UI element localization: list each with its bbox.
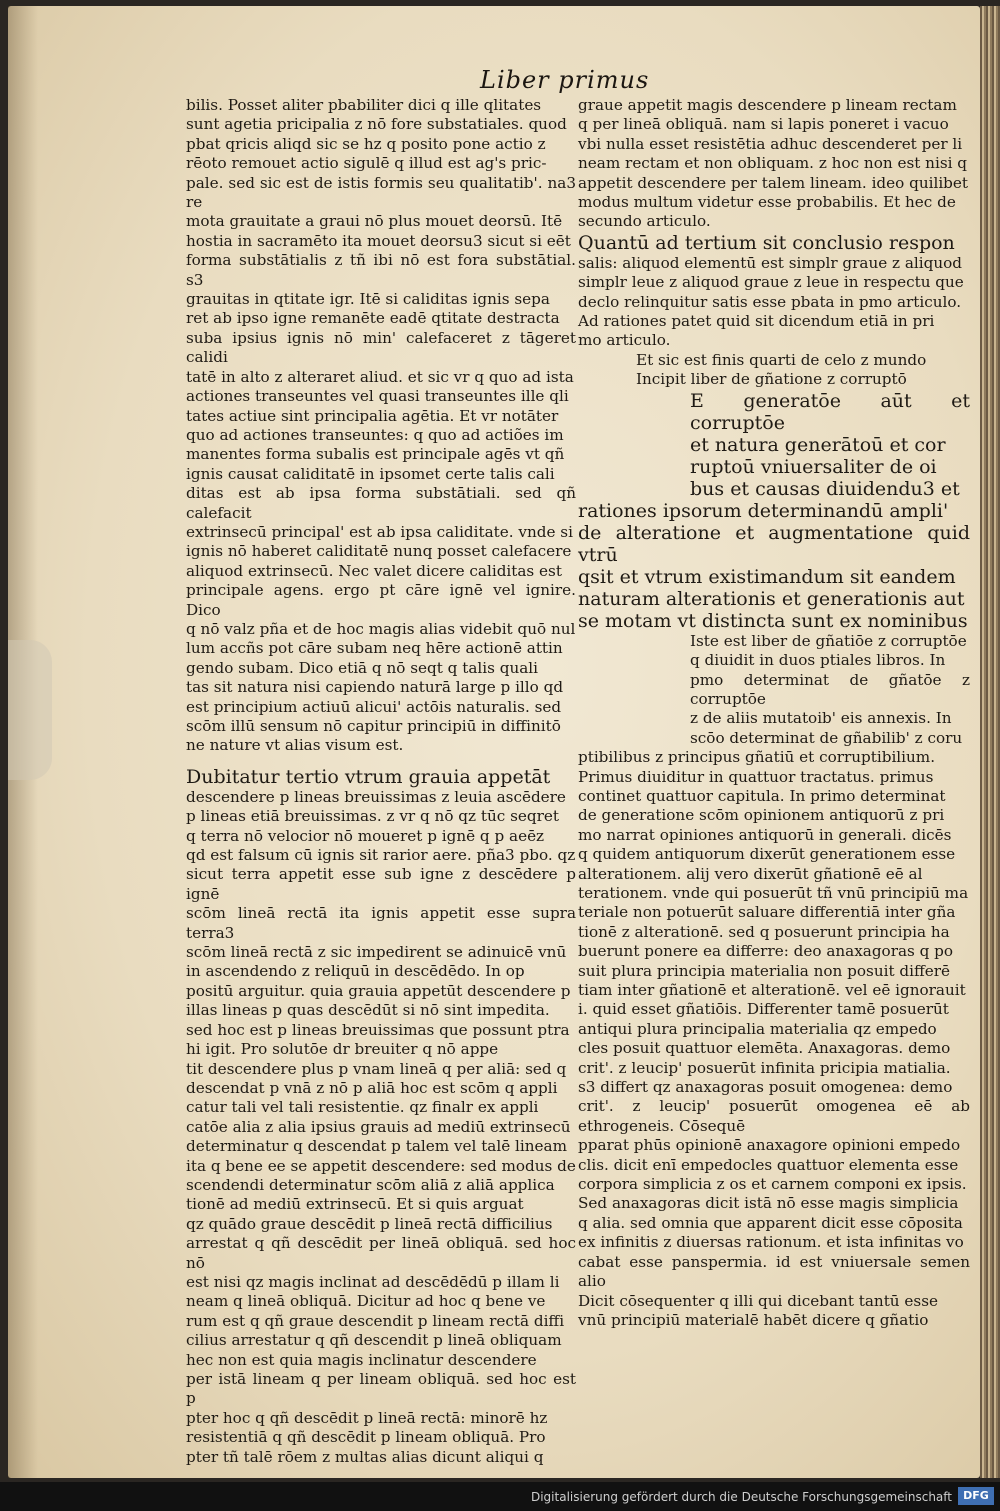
text-line: ignis causat caliditatē in ipsomet certe talis cali xyxy=(186,464,555,483)
text-line: rum est q qñ graue descendit p lineam rectā diffi xyxy=(186,1311,565,1330)
text-line: de generatione scōm opinionem antiquorū z pri xyxy=(578,806,945,825)
text-line: pter hoc q qñ descēdit p lineā rectā: minorē hz xyxy=(186,1408,548,1427)
summary-line: scōo determinat de gñabilib' z coru xyxy=(690,728,963,747)
text-line: vnū principiū materialē habēt dicere q gñatio xyxy=(578,1310,929,1329)
text-line: lum accñs pot cāre subam neq hēre actionē attin xyxy=(186,639,563,658)
text-line: scōm illū sensum nō capitur principiū in diffinitō xyxy=(186,717,561,735)
text-line: forma substātialis z tñ ibi nō est fora substātial. s3 xyxy=(186,251,576,289)
text-line: sicut terra appetit esse sub igne z descēdere p ignē xyxy=(186,865,576,903)
text-line: ne nature vt alias visum est. xyxy=(186,736,404,755)
text-line: scendendi determinatur scōm aliā z aliā applica xyxy=(186,1175,555,1194)
text-line: ditas est ab ipsa forma substātiali. sed qñ calefacit xyxy=(186,484,576,522)
text-line: tionē ad mediū extrinsecū. Et si quis arguat xyxy=(186,1195,524,1214)
text-line: pparat phūs opinionē anaxagore opinioni empedo xyxy=(578,1136,961,1155)
text-line: aliquod extrinsecū. Nec valet dicere caliditas est xyxy=(186,561,562,580)
text-line: teriale non potuerūt saluare differentiā inter gña xyxy=(578,903,956,922)
text-line: principale agens. ergo pt cāre ignē vel ignire. Dico xyxy=(186,581,576,619)
text-line: antiqui plura principalia materialia qz empedo xyxy=(578,1019,937,1038)
text-line: modus multum videtur esse probabilis. Et hec de xyxy=(578,193,956,212)
text-line: simplr leue z aliquod graue z leue in respectu que xyxy=(578,273,964,292)
text-line: tatē in alto z alteraret aliud. et sic vr q quo ad ista xyxy=(186,367,574,386)
text-line: appetit descendere per talem lineam. ideo quilibet xyxy=(578,173,968,192)
right-column xyxy=(578,96,970,1330)
text-line: determinatur q descendat p talem vel talē lineam xyxy=(186,1137,567,1156)
left-column-lines xyxy=(186,96,576,1467)
text-line: graue appetit magis descendere p lineam rectam xyxy=(578,96,957,114)
text-line: tiam inter gñationē et alterationē. vel eē ignorauit xyxy=(578,981,966,999)
text-line: Dubitatur tertio vtrum grauia appetāt xyxy=(186,765,551,788)
opening-full-lines xyxy=(578,500,970,632)
text-line: tit descendere plus p vnam lineā q per aliā: sed q xyxy=(186,1059,567,1078)
text-line: ret ab ipso igne remanēte eadē qtitate destracta xyxy=(186,309,560,328)
text-line: q quidem antiquorum dixerūt generationem esse xyxy=(578,845,956,864)
text-line: i. quid esset gñatiōis. Differenter tamē posuerūt xyxy=(578,1000,949,1019)
text-line: vbi nulla esset resistētia adhuc descenderet per li xyxy=(578,134,963,153)
text-line: secundo articulo. xyxy=(578,212,711,231)
opening-line: rationes ipsorum determinandū ampli' xyxy=(578,499,949,522)
summary-line: z de aliis mutatoib' eis annexis. In xyxy=(690,709,952,728)
text-line: catur tali vel tali resistentie. qz finalr ex appli xyxy=(186,1098,539,1117)
text-line: crit'. z leucip' posuerūt infinita pricipia matialia. xyxy=(578,1058,951,1077)
text-line: ex infinitis z diuersas rationum. et ista infinitas vo xyxy=(578,1233,964,1252)
opening-initial-lines xyxy=(578,390,970,500)
text-line: tas sit natura nisi capiendo naturā large p illo qd xyxy=(186,678,564,697)
text-line: declo relinquitur satis esse pbata in pmo articulo. xyxy=(578,292,962,311)
running-head: Liber primus xyxy=(480,66,650,94)
text-line: est principium actiuū alicui' actōis naturalis. sed xyxy=(186,697,562,716)
dfg-logo: DFG xyxy=(958,1487,994,1505)
opening-line: de alteratione et augmentatione quid vtrū xyxy=(578,521,970,566)
text-line: est nisi qz magis inclinat ad descēdēdū p illam li xyxy=(186,1272,560,1291)
text-line: ita q bene ee se appetit descendere: sed modus de xyxy=(186,1156,576,1175)
text-line: actiones transeuntes vel quasi transeuntes ille qli xyxy=(186,387,569,406)
text-line: qz quādo graue descēdit p lineā rectā difficilius xyxy=(186,1214,553,1233)
text-line: catōe alia z alia ipsius grauis ad mediū extrinsecū xyxy=(186,1117,571,1136)
text-line: hi igit. Pro solutōe dr breuiter q nō appe xyxy=(186,1040,499,1059)
text-line: pale. sed sic est de istis formis seu qualitatib'. na3 re xyxy=(186,173,576,212)
text-line: alterationem. alij vero dixerūt gñationē eē al xyxy=(578,864,923,883)
text-line: in ascendendo z reliquū in descēdēdo. In op xyxy=(186,962,525,981)
text-line: qd est falsum cū ignis sit rarior aere. pña3 pbo. qz xyxy=(186,846,576,865)
text-line: grauitas in qtitate igr. Itē si caliditas ignis sepa xyxy=(186,290,550,309)
text-line: mo narrat opiniones antiquorū in generali. dicēs xyxy=(578,825,952,844)
text-line: tionē z alterationē. sed q posuerunt principia ha xyxy=(578,922,950,941)
text-line: descendat p vnā z nō p aliā hoc est scōm q appli xyxy=(186,1078,558,1097)
text-line: scōm lineā rectā z sic impedirent se adinuicē vnū xyxy=(186,943,567,962)
text-line: corpora simplicia z os et carnem componi ex ipsis. xyxy=(578,1175,967,1194)
text-line: q terra nō velocior nō moueret p ignē q p aeēz xyxy=(186,826,545,845)
text-line: clis. dicit enī empedocles quattuor elementa esse xyxy=(578,1155,959,1174)
summary-line: pmo determinat de gñatōe z corruptōe xyxy=(690,670,970,708)
text-line: resistentiā q qñ descēdit p lineam obliquā. Pro xyxy=(186,1428,546,1447)
left-column xyxy=(186,96,576,1467)
text-line: pbat qricis aliqd sic se hz q posito pone actio z xyxy=(186,134,546,153)
right-column-bottom-lines xyxy=(578,748,970,1330)
text-line: bilis. Posset aliter pbabiliter dici q ille qlitates xyxy=(186,96,542,114)
text-line: extrinsecū principal' est ab ipsa caliditate. vnde si xyxy=(186,522,573,541)
text-line: hostia in sacramēto ita mouet deorsu3 sicut si eēt xyxy=(186,231,571,250)
text-line: quo ad actiones transeuntes: q quo ad actiões im xyxy=(186,425,564,444)
text-line: neam rectam et non obliquam. z hoc non est nisi q xyxy=(578,154,968,173)
text-line: manentes forma subalis est principale agēs vt qñ xyxy=(186,445,565,464)
summary-indented-lines xyxy=(578,632,970,748)
text-line: scōm lineā rectā ita ignis appetit esse supra terra3 xyxy=(186,904,576,942)
text-line: mo articulo. xyxy=(578,331,671,350)
text-line: q alia. sed omnia que apparent dicit esse cōposita xyxy=(578,1213,963,1232)
text-line: q per lineā obliquā. nam si lapis poneret i vacuo xyxy=(578,115,949,134)
text-line: cabat esse panspermia. id est vniuersale semen alio xyxy=(578,1252,970,1291)
text-line: illas lineas p quas descēdūt si nō sint impedita. xyxy=(186,1001,550,1020)
text-line: per istā lineam q per lineam obliquā. sed hoc est p xyxy=(186,1370,576,1408)
text-line: rēoto remouet actio sigulē q illud est ag's pric- xyxy=(186,154,547,173)
text-line: p lineas etiā breuissimas. z vr q nō qz tūc seqret xyxy=(186,807,559,826)
text-line: neam q lineā obliquā. Dicitur ad hoc q bene ve xyxy=(186,1292,546,1311)
opening-line: se motam vt distincta sunt ex nominibus xyxy=(578,609,968,632)
text-line: Primus diuiditur in quattuor tractatus. primus xyxy=(578,767,934,786)
text-line: buerunt ponere ea differre: deo anaxagoras q po xyxy=(578,942,954,961)
text-line: suba ipsius ignis nō min' calefaceret z tāgeret calidi xyxy=(186,328,576,367)
question-lead-line: Quantū ad tertium sit conclusio respon xyxy=(578,231,955,254)
text-line: tates actiue sint principalia agētia. Et vr notāter xyxy=(186,406,559,425)
text-line: q nō valz pña et de hoc magis alias videbit quō nul xyxy=(186,619,576,638)
text-line: sunt agetia pricipalia z nō fore substatiales. quod xyxy=(186,115,567,134)
text-line: positū arguitur. quia grauia appetūt descendere p xyxy=(186,981,571,1000)
text-line: Sed anaxagoras dicit istā nō esse magis simplicia xyxy=(578,1194,959,1213)
opening-line: qsit et vtrum existimandum sit eandem xyxy=(578,565,956,588)
summary-line: Iste est liber de gñatiōe z corruptōe xyxy=(690,631,967,650)
text-line: cilius arrestatur q qñ descendit p lineā obliquam xyxy=(186,1331,562,1350)
text-line: ignis nō haberet caliditatē nunq posset calefacere xyxy=(186,542,572,561)
opening-line: E generatōe aūt et corruptōe xyxy=(690,389,970,434)
text-line: ptibilibus z principus gñatiū et corruptibilium. xyxy=(578,748,936,767)
text-line: arrestat q qñ descēdit per lineā obliquā. sed hoc nō xyxy=(186,1234,576,1272)
text-line: crit'. z leucip' posuerūt omogenea eē ab ethrogeneis. Cōsequē xyxy=(578,1097,970,1135)
summary-line: q diuidit in duos ptiales libros. In xyxy=(690,651,946,670)
text-line: descendere p lineas breuissimas z leuia ascēdere xyxy=(186,787,566,806)
text-line: salis: aliquod elementū est simplr graue z aliquod xyxy=(578,253,963,272)
text-line: s3 differt qz anaxagoras posuit omogenea: demo xyxy=(578,1078,953,1097)
opening-line: naturam alterationis et generationis aut xyxy=(578,587,965,610)
right-column-top-lines xyxy=(578,96,970,232)
page-clip xyxy=(8,640,52,780)
opening-line: et natura generātoū et cor xyxy=(690,433,946,456)
explicit-line: Et sic est finis quarti de celo z mundo xyxy=(636,350,927,369)
text-line: mota grauitate a graui nō plus mouet deorsū. Itē xyxy=(186,212,563,231)
text-line: continet quattuor capitula. In primo determinat xyxy=(578,786,946,805)
opening-line: ruptoū vniuersaliter de oi xyxy=(690,455,937,478)
text-line: sed hoc est p lineas breuissimas que possunt ptra xyxy=(186,1020,570,1039)
text-line: hec non est quia magis inclinatur descendere xyxy=(186,1350,537,1369)
text-line: suit plura principia materialia non posuit differē xyxy=(578,961,950,980)
footer-credit: Digitalisierung gefördert durch die Deutsche Forschungsgemeinschaft xyxy=(530,1490,952,1504)
text-line: Dicit cōsequenter q illi qui dicebant tantū esse xyxy=(578,1291,938,1310)
incipit-line: Incipit liber de gñatione z corruptō xyxy=(636,370,907,389)
text-line: Ad rationes patet quid sit dicendum etiā in pri xyxy=(578,312,935,331)
text-line xyxy=(186,756,576,766)
book-fore-edge xyxy=(980,6,1000,1478)
text-line: terationem. vnde qui posuerūt tñ vnū principiū ma xyxy=(578,883,969,902)
question-conclusion-lines xyxy=(578,254,970,351)
text-line: cles posuit quattuor elemēta. Anaxagoras. demo xyxy=(578,1039,951,1058)
text-line: pter tñ talē rōem z multas alias dicunt aliqui q xyxy=(186,1447,544,1466)
opening-line: bus et causas diuidendu3 et xyxy=(690,477,960,500)
text-line: gendo subam. Dico etiā q nō seqt q talis quali xyxy=(186,658,538,677)
